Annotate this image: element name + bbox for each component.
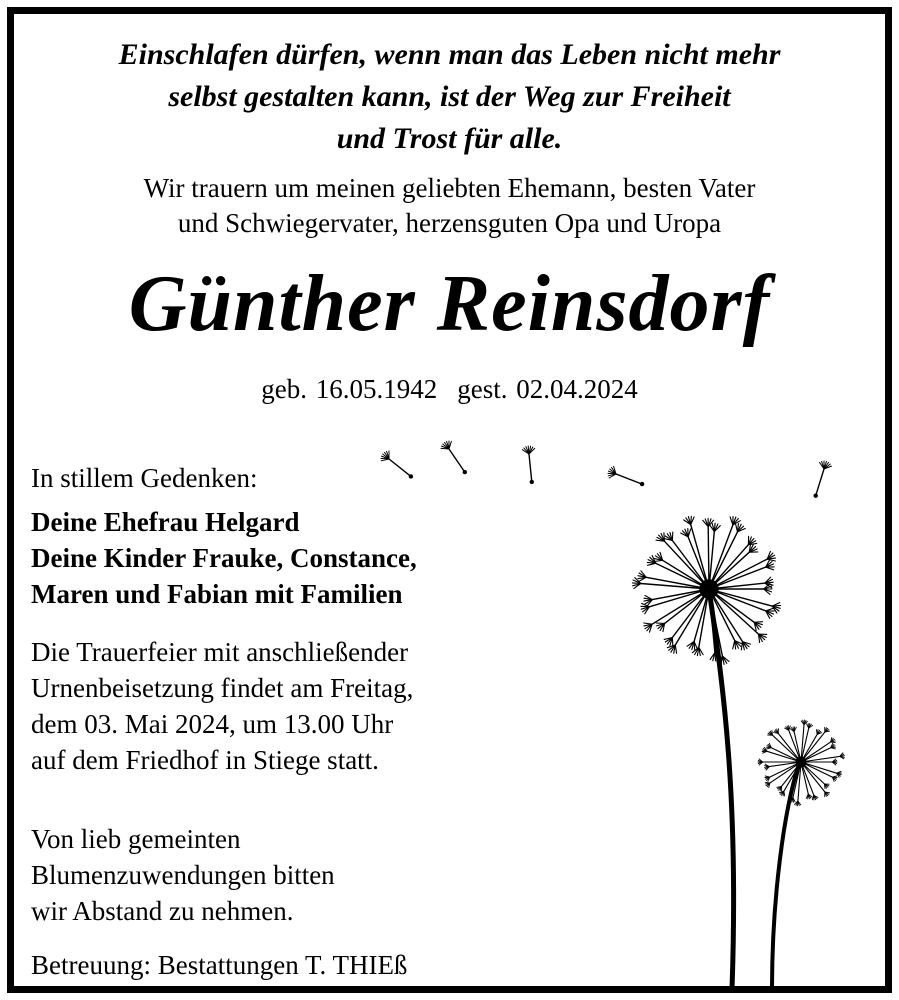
obituary-frame	[7, 7, 892, 993]
memory-label: In stillem Gedenken:	[31, 463, 258, 493]
family-line: Deine Ehefrau Helgard	[31, 507, 300, 537]
flowers-line: wir Abstand zu nehmen.	[31, 896, 294, 926]
motto-line: und Trost für alle.	[336, 122, 563, 155]
birth-date: geb. 16.05.1942	[261, 374, 438, 404]
funeral-line: dem 03. Mai 2024, um 13.00 Uhr	[31, 709, 394, 739]
death-date: gest. 02.04.2024	[457, 374, 638, 404]
family-line: Deine Kinder Frauke, Constance,	[31, 543, 417, 573]
flowers-note	[31, 821, 335, 929]
family-line: Maren und Fabian mit Familien	[31, 579, 403, 609]
intro-line: Wir trauern um meinen geliebten Ehemann, besten Vater	[143, 173, 756, 203]
life-dates	[14, 372, 885, 406]
intro-text	[14, 171, 885, 241]
motto-line: Einschlafen dürfen, wenn man das Leben nicht mehr	[118, 38, 781, 71]
dandelion-icon	[354, 429, 864, 989]
motto-quote	[14, 34, 885, 160]
funeral-line: Urnenbeisetzung findet am Freitag,	[31, 673, 414, 703]
funeral-home-credit: Betreuung: Bestattungen T. THIEß	[31, 950, 408, 980]
flowers-line: Von lieb gemeinten	[31, 824, 241, 854]
funeral-line: auf dem Friedhof in Stiege statt.	[31, 745, 379, 775]
intro-line: und Schwiegervater, herzensguten Opa und Uropa	[177, 208, 722, 238]
deceased-name: Günther Reinsdorf	[128, 260, 771, 348]
funeral-line: Die Trauerfeier mit anschließender	[31, 637, 409, 667]
motto-line: selbst gestalten kann, ist der Weg zur Freiheit	[168, 80, 731, 113]
flowers-line: Blumenzuwendungen bitten	[31, 860, 335, 890]
